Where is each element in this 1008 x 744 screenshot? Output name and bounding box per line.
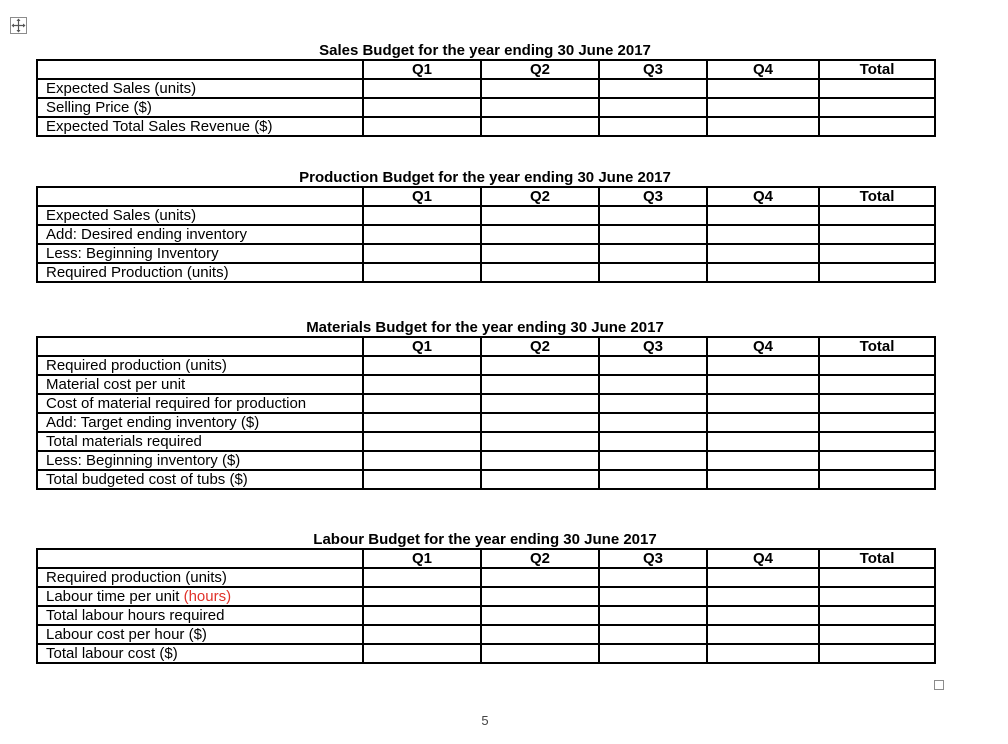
data-cell[interactable]	[819, 432, 935, 451]
data-cell[interactable]	[599, 470, 707, 489]
row-label[interactable]: Total labour cost ($)	[37, 644, 363, 663]
table-row	[37, 625, 935, 644]
data-cell[interactable]	[819, 644, 935, 663]
table-row	[37, 263, 935, 282]
header-cell-q4[interactable]: Q4	[707, 549, 819, 568]
data-cell[interactable]	[599, 394, 707, 413]
table-row	[37, 451, 935, 470]
data-cell[interactable]	[707, 79, 819, 98]
header-cell-empty[interactable]	[37, 60, 363, 79]
data-cell[interactable]	[819, 606, 935, 625]
row-label[interactable]: Expected Sales (units)	[37, 79, 363, 98]
header-row	[37, 60, 935, 79]
data-cell[interactable]	[481, 432, 599, 451]
data-cell[interactable]	[481, 225, 599, 244]
data-cell[interactable]	[363, 394, 481, 413]
data-cell[interactable]	[819, 225, 935, 244]
data-cell[interactable]	[363, 98, 481, 117]
data-cell[interactable]	[599, 568, 707, 587]
data-cell[interactable]	[707, 413, 819, 432]
data-cell[interactable]	[363, 568, 481, 587]
data-cell[interactable]	[363, 432, 481, 451]
materials-budget	[36, 319, 934, 490]
row-label[interactable]: Labour time per unit (hours)	[37, 587, 363, 606]
data-cell[interactable]	[599, 117, 707, 136]
data-cell[interactable]	[599, 587, 707, 606]
data-cell[interactable]	[363, 356, 481, 375]
header-cell-q2[interactable]: Q2	[481, 549, 599, 568]
table-row	[37, 413, 935, 432]
data-cell[interactable]	[363, 117, 481, 136]
table-title: Materials Budget for the year ending 30 June 2017	[306, 319, 664, 336]
header-cell-q4[interactable]: Q4	[707, 60, 819, 79]
data-cell[interactable]	[481, 98, 599, 117]
data-cell[interactable]	[481, 568, 599, 587]
row-label[interactable]: Total budgeted cost of tubs ($)	[37, 470, 363, 489]
sales-budget	[36, 42, 934, 137]
row-label[interactable]: Add: Desired ending inventory	[37, 225, 363, 244]
data-cell[interactable]	[481, 587, 599, 606]
data-cell[interactable]	[363, 587, 481, 606]
data-cell[interactable]	[819, 568, 935, 587]
table-row	[37, 98, 935, 117]
table-row	[37, 244, 935, 263]
data-cell[interactable]	[599, 79, 707, 98]
data-cell[interactable]	[707, 98, 819, 117]
data-cell[interactable]	[819, 263, 935, 282]
data-cell[interactable]	[599, 451, 707, 470]
data-cell[interactable]	[363, 451, 481, 470]
table-row	[37, 356, 935, 375]
data-cell[interactable]	[819, 375, 935, 394]
data-cell[interactable]	[599, 98, 707, 117]
row-label[interactable]: Required production (units)	[37, 568, 363, 587]
data-cell[interactable]	[599, 644, 707, 663]
data-cell[interactable]	[819, 206, 935, 225]
header-cell-q1[interactable]: Q1	[363, 187, 481, 206]
data-cell[interactable]	[707, 625, 819, 644]
data-cell[interactable]	[707, 356, 819, 375]
page-number: 5	[481, 713, 489, 728]
data-cell[interactable]	[819, 394, 935, 413]
data-cell[interactable]	[599, 263, 707, 282]
data-cell[interactable]	[363, 375, 481, 394]
budget-table	[36, 548, 936, 664]
data-cell[interactable]	[819, 117, 935, 136]
data-cell[interactable]	[481, 394, 599, 413]
production-budget	[36, 169, 934, 283]
data-cell[interactable]	[481, 79, 599, 98]
budget-table	[36, 59, 936, 137]
data-cell[interactable]	[363, 625, 481, 644]
header-cell-q3[interactable]: Q3	[599, 337, 707, 356]
data-cell[interactable]	[363, 225, 481, 244]
row-label[interactable]: Total labour hours required	[37, 606, 363, 625]
header-cell-q1[interactable]: Q1	[363, 549, 481, 568]
row-label[interactable]: Less: Beginning Inventory	[37, 244, 363, 263]
data-cell[interactable]	[599, 432, 707, 451]
row-label[interactable]: Less: Beginning inventory ($)	[37, 451, 363, 470]
table-row	[37, 470, 935, 489]
header-cell-empty[interactable]	[37, 187, 363, 206]
row-label[interactable]: Material cost per unit	[37, 375, 363, 394]
table-move-handle-icon[interactable]	[10, 17, 27, 34]
table-title: Labour Budget for the year ending 30 June 2017	[313, 531, 657, 548]
data-cell[interactable]	[599, 244, 707, 263]
data-cell[interactable]	[481, 644, 599, 663]
row-label[interactable]: Labour cost per hour ($)	[37, 625, 363, 644]
data-cell[interactable]	[363, 644, 481, 663]
header-cell-q1[interactable]: Q1	[363, 337, 481, 356]
data-cell[interactable]	[707, 470, 819, 489]
header-row	[37, 187, 935, 206]
row-label[interactable]: Required production (units)	[37, 356, 363, 375]
data-cell[interactable]	[363, 206, 481, 225]
data-cell[interactable]	[363, 470, 481, 489]
table-row	[37, 79, 935, 98]
data-cell[interactable]	[599, 375, 707, 394]
header-row	[37, 337, 935, 356]
row-label[interactable]: Add: Target ending inventory ($)	[37, 413, 363, 432]
data-cell[interactable]	[819, 587, 935, 606]
data-cell[interactable]	[819, 413, 935, 432]
header-row	[37, 549, 935, 568]
data-cell[interactable]	[599, 225, 707, 244]
table-row	[37, 568, 935, 587]
data-cell[interactable]	[481, 263, 599, 282]
header-cell-q2[interactable]: Q2	[481, 187, 599, 206]
header-cell-q2[interactable]: Q2	[481, 60, 599, 79]
data-cell[interactable]	[707, 644, 819, 663]
budget-table	[36, 336, 936, 490]
budget-table	[36, 186, 936, 283]
data-cell[interactable]	[819, 79, 935, 98]
table-resize-handle-icon[interactable]	[934, 680, 944, 690]
header-cell-total[interactable]: Total	[819, 187, 935, 206]
data-cell[interactable]	[707, 394, 819, 413]
data-cell[interactable]	[481, 413, 599, 432]
data-cell[interactable]	[819, 356, 935, 375]
data-cell[interactable]	[707, 225, 819, 244]
header-cell-empty[interactable]	[37, 549, 363, 568]
data-cell[interactable]	[481, 356, 599, 375]
table-row	[37, 375, 935, 394]
table-title: Production Budget for the year ending 30 June 2017	[299, 169, 671, 186]
data-cell[interactable]	[819, 625, 935, 644]
highlighted-text: (hours)	[183, 588, 232, 605]
table-title: Sales Budget for the year ending 30 June 2017	[319, 42, 651, 59]
data-cell[interactable]	[481, 606, 599, 625]
row-label[interactable]: Cost of material required for production	[37, 394, 363, 413]
data-cell[interactable]	[707, 206, 819, 225]
table-row	[37, 206, 935, 225]
data-cell[interactable]	[599, 625, 707, 644]
row-label[interactable]: Selling Price ($)	[37, 98, 363, 117]
data-cell[interactable]	[363, 606, 481, 625]
data-cell[interactable]	[363, 79, 481, 98]
table-row	[37, 394, 935, 413]
row-label[interactable]: Total materials required	[37, 432, 363, 451]
header-cell-total[interactable]: Total	[819, 549, 935, 568]
data-cell[interactable]	[707, 375, 819, 394]
data-cell[interactable]	[819, 98, 935, 117]
data-cell[interactable]	[599, 413, 707, 432]
table-row	[37, 587, 935, 606]
row-label[interactable]: Expected Total Sales Revenue ($)	[37, 117, 363, 136]
header-cell-q4[interactable]: Q4	[707, 187, 819, 206]
data-cell[interactable]	[707, 587, 819, 606]
header-cell-q3[interactable]: Q3	[599, 60, 707, 79]
header-cell-empty[interactable]	[37, 337, 363, 356]
data-cell[interactable]	[481, 470, 599, 489]
table-row	[37, 117, 935, 136]
data-cell[interactable]	[481, 117, 599, 136]
table-row	[37, 432, 935, 451]
data-cell[interactable]	[599, 606, 707, 625]
data-cell[interactable]	[707, 244, 819, 263]
data-cell[interactable]	[819, 470, 935, 489]
data-cell[interactable]	[707, 568, 819, 587]
data-cell[interactable]	[599, 206, 707, 225]
data-cell[interactable]	[819, 451, 935, 470]
data-cell[interactable]	[481, 375, 599, 394]
data-cell[interactable]	[707, 117, 819, 136]
header-cell-q2[interactable]: Q2	[481, 337, 599, 356]
data-cell[interactable]	[481, 244, 599, 263]
labour-budget	[36, 531, 934, 664]
table-row	[37, 606, 935, 625]
header-cell-q1[interactable]: Q1	[363, 60, 481, 79]
data-cell[interactable]	[599, 356, 707, 375]
table-row	[37, 644, 935, 663]
data-cell[interactable]	[363, 244, 481, 263]
header-cell-q4[interactable]: Q4	[707, 337, 819, 356]
header-cell-q3[interactable]: Q3	[599, 549, 707, 568]
header-cell-q3[interactable]: Q3	[599, 187, 707, 206]
data-cell[interactable]	[363, 263, 481, 282]
data-cell[interactable]	[707, 606, 819, 625]
data-cell[interactable]	[481, 625, 599, 644]
row-label[interactable]: Required Production (units)	[37, 263, 363, 282]
data-cell[interactable]	[707, 432, 819, 451]
data-cell[interactable]	[481, 206, 599, 225]
row-label[interactable]: Expected Sales (units)	[37, 206, 363, 225]
table-row	[37, 225, 935, 244]
data-cell[interactable]	[481, 451, 599, 470]
data-cell[interactable]	[707, 263, 819, 282]
data-cell[interactable]	[363, 413, 481, 432]
data-cell[interactable]	[707, 451, 819, 470]
header-cell-total[interactable]: Total	[819, 337, 935, 356]
header-cell-total[interactable]: Total	[819, 60, 935, 79]
data-cell[interactable]	[819, 244, 935, 263]
